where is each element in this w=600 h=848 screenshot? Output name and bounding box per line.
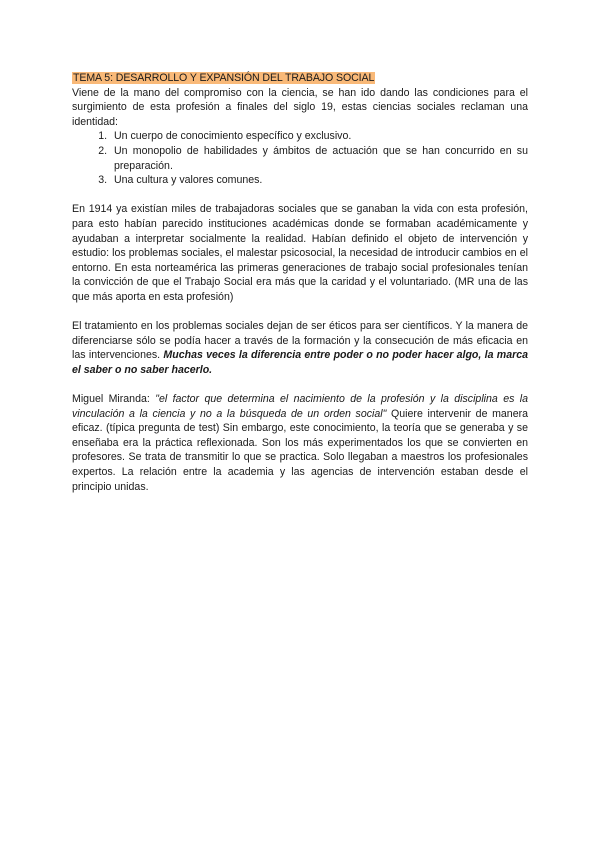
identity-list — [72, 129, 528, 187]
spacer — [72, 188, 528, 203]
list-item: 2. Un monopolio de habilidades y ámbitos de actuación que se han concurrido en su preparación. — [110, 144, 528, 173]
history-paragraph: En 1914 ya existían miles de trabajadoras sociales que se ganaban la vida con esta profesión, para esto habían parecido instituciones académicas donde se formaban académicamente y ayudaban a interpretar socialmente la realidad. Habían definido el objeto de intervención y estudio: los problemas sociales, el malestar psicosocial, la necesidad de introducir cambios en el entorno. En esta norteamérica las primeras generaciones de trabajo social profesionales tenían la convicción de que el Trabajo Social era más que la caridad y el voluntariado. (MR una de las que más aporta en esta profesión) — [72, 203, 528, 303]
miranda-lead: Miguel Miranda: — [72, 393, 156, 406]
miranda-quote: "el factor que determina el nacimiento de la profesión y la disciplina es la vinculación a la ciencia y no a la búsqueda de un orden social" — [72, 393, 529, 420]
miranda-rest: Quiere intervenir de manera eficaz. (típica pregunta de test) Sin embargo, este conocimiento, la teoría que se generaba y se enseñaba era la práctica reflexionada. Son los más experimentados los que se convierten en profesores. Se trata de transmitir lo que se practica. Solo llegaban a maestros los profesionales expertos. La relación entre la academia y las agencias de intervención estaban desde el principio unidas. — [72, 407, 529, 493]
intro-paragraph: Viene de la mano del compromiso con la ciencia, se han ido dando las condiciones para el surgimiento de esta profesión a finales del siglo 19, estas ciencias sociales reclaman una identidad: — [72, 86, 528, 128]
heading-line — [72, 71, 528, 86]
list-item: 1. Un cuerpo de conocimiento específico y exclusivo. — [110, 129, 528, 144]
science-text: El tratamiento en los problemas sociales dejan de ser éticos para ser científicos. Y la manera de diferenciarse sólo se podía hacer a través de la formación y la consecución de más eficacia en las intervenciones. — [72, 320, 528, 362]
miranda-paragraph — [72, 392, 528, 494]
document-content — [72, 71, 528, 494]
list-item: 3. Una cultura y valores comunes. — [110, 173, 528, 188]
emphasis-text: Muchas veces la diferencia entre poder o no poder hacer algo, la marca el saber o no saber hacerlo. — [72, 349, 528, 376]
science-paragraph — [72, 319, 528, 377]
spacer — [72, 377, 528, 392]
highlighted-heading: TEMA 5: DESARROLLO Y EXPANSIÓN DEL TRABAJO SOCIAL — [73, 72, 375, 84]
spacer — [72, 305, 528, 320]
